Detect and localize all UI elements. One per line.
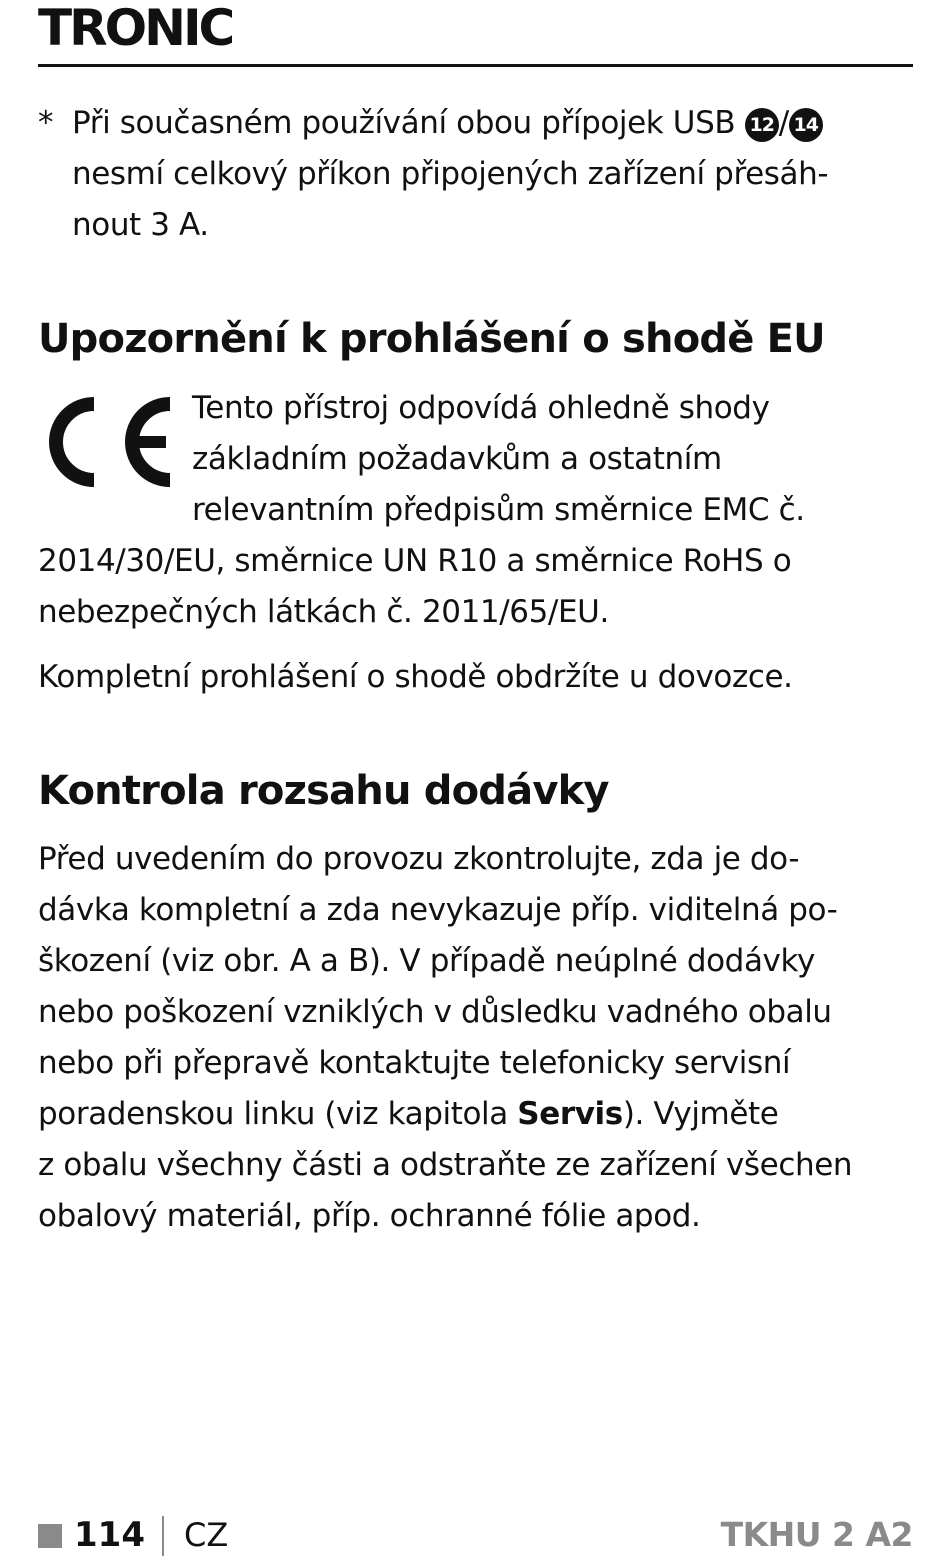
delivery-text-line-3: škození (viz obr. A a B). V případě neúplné dodávky [38,943,815,979]
eu-text-line-2: základním požadavkům a ostatním [192,441,722,477]
footnote-line-1 [72,98,828,149]
delivery-text-line-2: dávka kompletní a zda nevykazuje příp. viditelná po- [38,892,838,928]
delivery-text-line-5: nebo při přepravě kontaktujte telefonicky servisní [38,1045,791,1081]
eu-conformity-heading: Upozornění k prohlášení o shodě EU [38,316,825,362]
footnote-line-1-text: Při současném používání obou přípojek USB [72,105,736,141]
delivery-text-line-6 [38,1089,852,1140]
page-footer [38,1512,913,1558]
eu-text-line-4: 2014/30/EU, směrnice UN R10 a směrnice RoHS o [38,543,792,579]
delivery-text-line-6-end: ). Vyjměte [622,1096,779,1132]
delivery-text-line-6-start: poradenskou linku (viz kapitola [38,1096,518,1132]
footnote-separator: / [778,105,789,141]
model-number: TKHU 2 A2 [720,1515,913,1554]
eu-text-line-3: relevantním předpisům směrnice EMC č. [192,492,805,528]
brand-logo: TRONIC [38,0,233,57]
footer-square-icon [38,1524,62,1548]
header-divider [38,64,913,67]
page-number: 114 [74,1515,145,1555]
delivery-text-line-7: z obalu všechny části a odstraňte ze zařízení všechen [38,1147,853,1183]
eu-conformity-note: Kompletní prohlášení o shodě obdržíte u dovozce. [38,659,793,695]
footnote-line-2: nesmí celkový příkon připojených zařízení přesáh- [72,156,829,192]
footer-divider [162,1516,164,1556]
footnote-marker: * [38,105,54,141]
language-code: CZ [184,1516,229,1554]
delivery-text-line-4: nebo poškození vzniklých v důsledku vadného obalu [38,994,832,1030]
eu-conformity-text [38,383,805,638]
circled-number-14: 14 [789,108,823,142]
delivery-check-heading: Kontrola rozsahu dodávky [38,768,609,814]
servis-reference: Servis [517,1096,623,1132]
delivery-check-text [38,834,852,1242]
circled-number-12: 12 [745,108,779,142]
delivery-text-line-8: obalový materiál, příp. ochranné fólie apod. [38,1198,701,1234]
footnote-line-3: nout 3 A. [72,207,209,243]
eu-text-line-5: nebezpečných látkách č. 2011/65/EU. [38,594,609,630]
delivery-text-line-1: Před uvedením do provozu zkontrolujte, zda je do- [38,841,800,877]
eu-text-line-1: Tento přístroj odpovídá ohledně shody [192,390,770,426]
